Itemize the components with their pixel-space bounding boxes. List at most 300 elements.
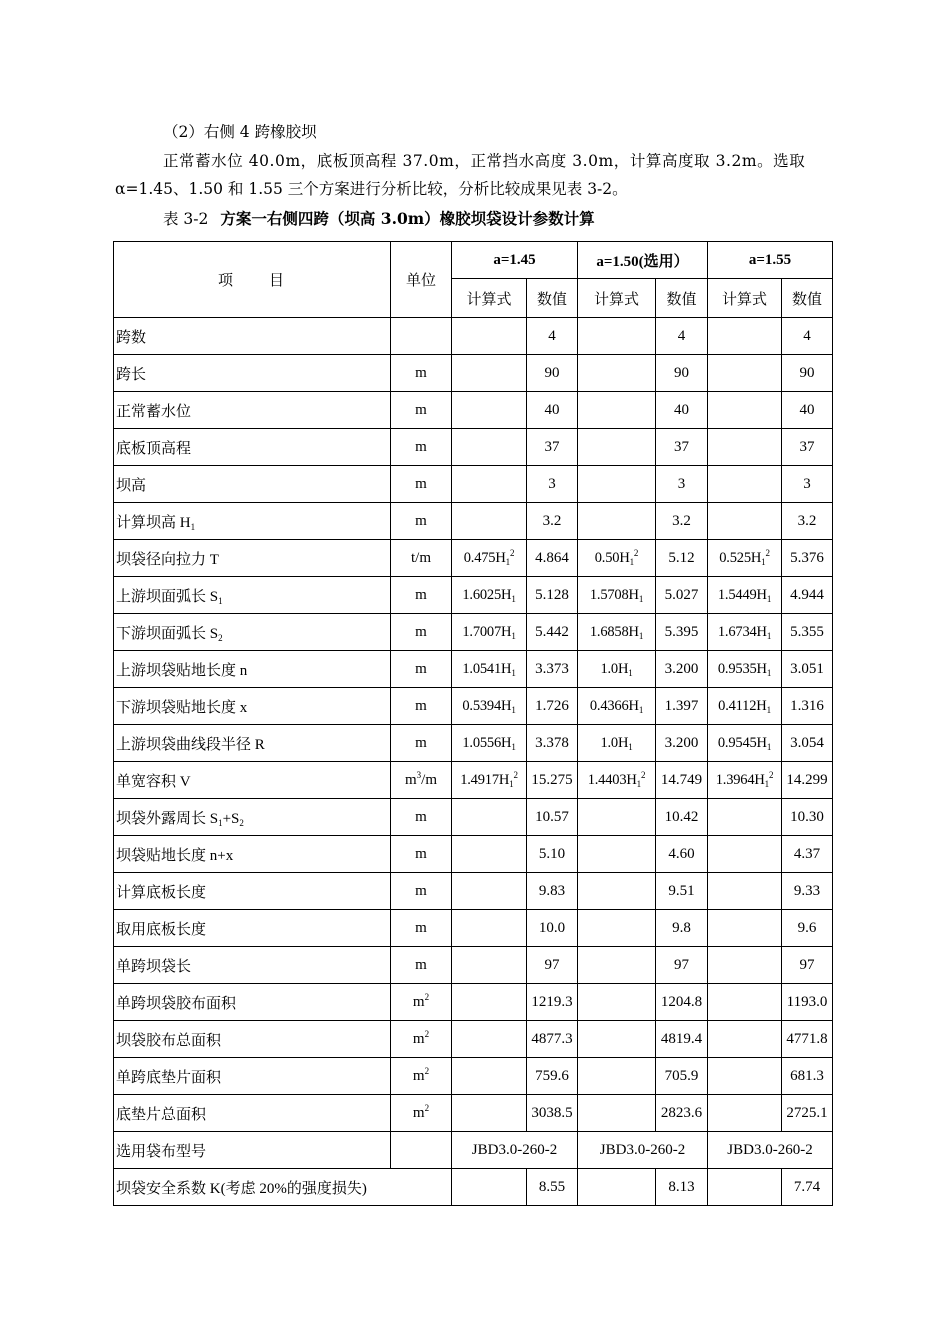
cell-value: 4819.4 xyxy=(656,1021,708,1058)
cell-value: 9.8 xyxy=(656,910,708,947)
cell-formula xyxy=(452,725,527,762)
cell-fabric-type: JBD3.0-260-2 xyxy=(578,1132,708,1169)
cell-formula xyxy=(578,910,656,947)
cell-subscript: 1 xyxy=(638,630,644,641)
header-item: 项 目 xyxy=(114,242,391,318)
cell-subscript: 1 xyxy=(766,704,771,715)
cell-formula xyxy=(452,947,527,984)
cell-formula xyxy=(452,503,527,540)
cell-value: 9.33 xyxy=(782,873,833,910)
cell-superscript: 2 xyxy=(765,547,770,558)
cell-value: 5.395 xyxy=(656,614,708,651)
cell-value: 5.12 xyxy=(656,540,708,577)
table-row-safety-factor xyxy=(114,1169,833,1206)
cell-formula xyxy=(452,984,527,1021)
cell-item xyxy=(114,355,391,392)
cell-value: 90 xyxy=(527,355,578,392)
cell-value: 1.397 xyxy=(656,688,708,725)
cell-formula xyxy=(708,466,782,503)
cell-subscript: 1 xyxy=(629,556,634,567)
cell-superscript: 2 xyxy=(424,991,430,1002)
cell-text: m xyxy=(412,1067,425,1084)
cell-item xyxy=(114,947,391,984)
cell-subscript: 1 xyxy=(638,704,644,715)
cell-formula xyxy=(578,688,656,725)
cell-formula xyxy=(708,540,782,577)
cell-text: m xyxy=(415,364,427,381)
cell-text: 单跨坝袋长 xyxy=(116,958,192,975)
cell-item xyxy=(114,392,391,429)
cell-item xyxy=(114,762,391,799)
cell-formula xyxy=(708,651,782,688)
cell-item xyxy=(114,1095,391,1132)
cell-formula xyxy=(708,1169,782,1206)
cell-formula xyxy=(578,355,656,392)
cell-formula xyxy=(708,725,782,762)
cell-value: 3 xyxy=(527,466,578,503)
cell-formula xyxy=(452,540,527,577)
cell-text: 1.0541H xyxy=(462,660,512,677)
cell-item xyxy=(114,651,391,688)
cell-value: 37 xyxy=(656,429,708,466)
cell-formula xyxy=(452,577,527,614)
cell-unit xyxy=(391,1021,452,1058)
cell-formula xyxy=(708,873,782,910)
cell-superscript: 2 xyxy=(509,547,515,558)
cell-item xyxy=(114,503,391,540)
cell-text: 下游坝袋贴地长度 x xyxy=(116,699,248,716)
cell-item xyxy=(114,725,391,762)
cell-formula xyxy=(452,1021,527,1058)
cell-value: 8.13 xyxy=(656,1169,708,1206)
cell-value: 2725.1 xyxy=(782,1095,833,1132)
table-body xyxy=(114,318,833,1206)
cell-unit xyxy=(391,577,452,614)
cell-formula xyxy=(578,947,656,984)
cell-text: m xyxy=(415,919,427,936)
cell-text: 1.4917H xyxy=(460,771,510,788)
table-row xyxy=(114,836,833,873)
table-row xyxy=(114,651,833,688)
cell-subscript: 1 xyxy=(218,595,223,606)
cell-text: 上游坝袋贴地长度 n xyxy=(116,662,248,679)
cell-formula xyxy=(578,836,656,873)
cell-value: 90 xyxy=(782,355,833,392)
cell-formula xyxy=(708,984,782,1021)
cell-unit xyxy=(391,540,452,577)
cell-formula xyxy=(708,1095,782,1132)
cell-text: m xyxy=(412,993,425,1010)
cell-formula xyxy=(578,614,656,651)
cell-value: 10.30 xyxy=(782,799,833,836)
cell-superscript: 2 xyxy=(424,1102,430,1113)
cell-unit xyxy=(391,1132,452,1169)
cell-subscript: 1 xyxy=(511,630,516,641)
cell-value: 1.316 xyxy=(782,688,833,725)
cell-value: 10.0 xyxy=(527,910,578,947)
table-header-row xyxy=(114,242,833,279)
cell-formula xyxy=(578,503,656,540)
cell-text: m xyxy=(404,771,417,788)
cell-formula xyxy=(708,614,782,651)
section-heading: （2）右侧 4 跨橡胶坝 xyxy=(163,123,317,141)
cell-text: 1.6734H xyxy=(717,623,767,640)
cell-superscript: 2 xyxy=(633,547,639,558)
cell-item xyxy=(114,799,391,836)
cell-unit xyxy=(391,355,452,392)
cell-value: 1204.8 xyxy=(656,984,708,1021)
cell-text: 0.9545H xyxy=(717,734,767,751)
paragraph-line-1: 正常蓄水位 40.0m，底板顶高程 37.0m，正常挡水高度 3.0m，计算高度取 3.2m。选取 xyxy=(163,152,806,170)
cell-text: 计算坝高 H xyxy=(116,514,191,531)
cell-subscript: 1 xyxy=(766,630,772,641)
cell-formula xyxy=(578,651,656,688)
cell-fabric-type: JBD3.0-260-2 xyxy=(708,1132,833,1169)
cell-text: m xyxy=(415,586,427,603)
cell-unit xyxy=(391,725,452,762)
cell-formula xyxy=(578,1058,656,1095)
paragraph-line-2: α=1.45、1.50 和 1.55 三个方案进行分析比较，分析比较成果见表 3-2。 xyxy=(115,180,628,198)
cell-item xyxy=(114,688,391,725)
table-row xyxy=(114,1021,833,1058)
cell-unit xyxy=(391,1095,452,1132)
cell-value: 4771.8 xyxy=(782,1021,833,1058)
cell-unit xyxy=(391,614,452,651)
cell-text: 正常蓄水位 xyxy=(116,403,192,420)
cell-formula xyxy=(452,392,527,429)
cell-subscript: 1 xyxy=(511,704,516,715)
cell-text: m xyxy=(415,956,427,973)
table-row xyxy=(114,799,833,836)
cell-value: 3 xyxy=(656,466,708,503)
table-row xyxy=(114,540,833,577)
cell-text: m xyxy=(415,808,427,825)
cell-subscript: 1 xyxy=(190,521,196,532)
cell-text: 1.7007H xyxy=(462,623,512,640)
cell-text: 坝高 xyxy=(116,477,147,494)
table-row xyxy=(114,577,833,614)
cell-formula xyxy=(708,1058,782,1095)
cell-text: 单跨坝袋胶布面积 xyxy=(116,995,237,1012)
cell-unit xyxy=(391,910,452,947)
table-row xyxy=(114,503,833,540)
cell-text: 单跨底垫片面积 xyxy=(116,1069,222,1086)
cell-item xyxy=(114,577,391,614)
cell-unit xyxy=(391,984,452,1021)
cell-item xyxy=(114,1021,391,1058)
cell-value: 8.55 xyxy=(527,1169,578,1206)
cell-unit xyxy=(391,947,452,984)
cell-value: 705.9 xyxy=(656,1058,708,1095)
cell-value: 3.051 xyxy=(782,651,833,688)
table-row xyxy=(114,725,833,762)
subheader-value: 数值 xyxy=(782,279,833,318)
cell-superscript: 2 xyxy=(424,1065,430,1076)
cell-unit xyxy=(391,466,452,503)
cell-superscript: 2 xyxy=(513,769,518,780)
cell-formula xyxy=(708,947,782,984)
cell-item xyxy=(114,466,391,503)
table-row-fabric-type xyxy=(114,1132,833,1169)
cell-text: m xyxy=(415,697,427,714)
cell-text: m xyxy=(415,438,427,455)
cell-text: 跨长 xyxy=(116,366,147,383)
table-row xyxy=(114,910,833,947)
cell-value: 90 xyxy=(656,355,708,392)
cell-text: 底垫片总面积 xyxy=(116,1106,207,1123)
header-plan-3: a=1.55 xyxy=(708,242,833,279)
cell-item xyxy=(114,910,391,947)
cell-text: m xyxy=(415,882,427,899)
cell-value: 37 xyxy=(782,429,833,466)
table-caption-title: 方案一右侧四跨（坝高 3.0m）橡胶坝袋设计参数计算 xyxy=(220,209,595,228)
cell-formula xyxy=(452,429,527,466)
table-row xyxy=(114,392,833,429)
cell-value: 14.749 xyxy=(656,762,708,799)
table-row xyxy=(114,318,833,355)
cell-formula xyxy=(452,1095,527,1132)
cell-value: 4 xyxy=(527,318,578,355)
cell-subscript: 1 xyxy=(511,593,516,604)
cell-unit xyxy=(391,318,452,355)
cell-text: 1.0556H xyxy=(462,734,512,751)
cell-formula xyxy=(578,466,656,503)
cell-value: 4.37 xyxy=(782,836,833,873)
cell-subscript: 1 xyxy=(511,741,516,752)
cell-value: 10.42 xyxy=(656,799,708,836)
cell-formula xyxy=(708,318,782,355)
cell-subscript: 2 xyxy=(218,632,223,643)
cell-text: 上游坝面弧长 S xyxy=(116,588,219,605)
table-row xyxy=(114,355,833,392)
cell-value: 15.275 xyxy=(527,762,578,799)
cell-text: m xyxy=(415,512,427,529)
cell-formula xyxy=(452,799,527,836)
cell-text: t/m xyxy=(410,549,431,566)
cell-text: 0.525H xyxy=(719,549,762,566)
cell-text: m xyxy=(415,401,427,418)
cell-value: 97 xyxy=(656,947,708,984)
cell-text: m xyxy=(415,845,427,862)
cell-text: 0.9535H xyxy=(717,660,767,677)
cell-unit xyxy=(391,873,452,910)
cell-value: 3.373 xyxy=(527,651,578,688)
cell-item: 选用袋布型号 xyxy=(114,1132,391,1169)
cell-text: 1.6858H xyxy=(589,623,639,640)
cell-subscript: 1 xyxy=(766,741,772,752)
cell-formula xyxy=(452,1058,527,1095)
cell-value: 5.355 xyxy=(782,614,833,651)
cell-text-tail: +S xyxy=(222,810,240,827)
cell-value: 681.3 xyxy=(782,1058,833,1095)
cell-formula xyxy=(452,614,527,651)
cell-superscript: 2 xyxy=(640,769,646,780)
cell-text: 单宽容积 V xyxy=(116,773,191,790)
cell-subscript: 1 xyxy=(636,778,641,789)
subheader-formula: 计算式 xyxy=(708,279,782,318)
subheader-formula: 计算式 xyxy=(452,279,527,318)
table-row xyxy=(114,762,833,799)
cell-formula xyxy=(708,429,782,466)
cell-value: 5.128 xyxy=(527,577,578,614)
cell-text: 跨数 xyxy=(116,329,147,346)
cell-value: 4 xyxy=(782,318,833,355)
cell-item: 坝袋安全系数 K(考虑 20%的强度损失) xyxy=(114,1169,452,1206)
cell-value: 3.2 xyxy=(782,503,833,540)
cell-value: 97 xyxy=(527,947,578,984)
cell-formula xyxy=(708,688,782,725)
subheader-formula: 计算式 xyxy=(578,279,656,318)
cell-text-tail: /m xyxy=(421,771,437,788)
cell-value: 4877.3 xyxy=(527,1021,578,1058)
cell-text: 0.5394H xyxy=(462,697,512,714)
cell-value: 5.442 xyxy=(527,614,578,651)
cell-unit xyxy=(391,762,452,799)
cell-fabric-type: JBD3.0-260-2 xyxy=(452,1132,578,1169)
cell-value: 759.6 xyxy=(527,1058,578,1095)
cell-unit xyxy=(391,392,452,429)
cell-value: 9.6 xyxy=(782,910,833,947)
cell-value: 5.376 xyxy=(782,540,833,577)
cell-unit xyxy=(391,799,452,836)
cell-value: 9.83 xyxy=(527,873,578,910)
cell-formula xyxy=(578,799,656,836)
cell-text: 1.0H xyxy=(600,660,629,677)
parameter-table xyxy=(113,241,833,1206)
cell-formula xyxy=(452,466,527,503)
cell-unit xyxy=(391,503,452,540)
cell-formula xyxy=(578,1095,656,1132)
header-plan-2: a=1.50(选用） xyxy=(578,242,708,279)
cell-text: 计算底板长度 xyxy=(116,884,207,901)
table-caption xyxy=(163,209,595,229)
cell-text: m xyxy=(415,475,427,492)
cell-text: 坝袋径向拉力 T xyxy=(116,551,219,568)
cell-formula xyxy=(708,799,782,836)
cell-text: 0.4366H xyxy=(589,697,639,714)
cell-text: 底板顶高程 xyxy=(116,440,192,457)
cell-value: 3 xyxy=(782,466,833,503)
table-row xyxy=(114,466,833,503)
cell-formula xyxy=(578,984,656,1021)
cell-text: m xyxy=(415,623,427,640)
cell-value: 97 xyxy=(782,947,833,984)
cell-item xyxy=(114,540,391,577)
cell-formula xyxy=(578,429,656,466)
cell-value: 9.51 xyxy=(656,873,708,910)
cell-text: 下游坝面弧长 S xyxy=(116,625,219,642)
cell-text: 1.3964H xyxy=(715,771,765,788)
cell-subscript: 1 xyxy=(764,778,769,789)
cell-value: 4.944 xyxy=(782,577,833,614)
cell-formula xyxy=(578,762,656,799)
table-row xyxy=(114,1058,833,1095)
cell-formula xyxy=(578,540,656,577)
header-plan-1: a=1.45 xyxy=(452,242,578,279)
cell-text: m xyxy=(412,1104,425,1121)
cell-value: 4.864 xyxy=(527,540,578,577)
cell-formula xyxy=(578,318,656,355)
cell-unit xyxy=(391,836,452,873)
cell-value: 3.200 xyxy=(656,651,708,688)
table-row xyxy=(114,614,833,651)
cell-value: 7.74 xyxy=(782,1169,833,1206)
cell-text: 坝袋外露周长 S xyxy=(116,810,219,827)
cell-text: 1.5708H xyxy=(589,586,639,603)
cell-value: 40 xyxy=(527,392,578,429)
cell-subscript: 1 xyxy=(766,593,772,604)
cell-item xyxy=(114,836,391,873)
table-row xyxy=(114,688,833,725)
cell-formula xyxy=(452,318,527,355)
cell-value: 3.2 xyxy=(527,503,578,540)
cell-value: 2823.6 xyxy=(656,1095,708,1132)
cell-formula xyxy=(452,651,527,688)
cell-text: 0.50H xyxy=(594,549,630,566)
cell-formula xyxy=(452,910,527,947)
cell-item xyxy=(114,1058,391,1095)
table-row xyxy=(114,873,833,910)
cell-superscript: 2 xyxy=(424,1028,430,1039)
cell-text: 0.475H xyxy=(463,549,506,566)
cell-formula xyxy=(708,355,782,392)
cell-formula xyxy=(708,392,782,429)
cell-formula xyxy=(452,836,527,873)
cell-unit xyxy=(391,429,452,466)
cell-value: 1219.3 xyxy=(527,984,578,1021)
table-row xyxy=(114,429,833,466)
cell-formula xyxy=(452,688,527,725)
cell-subscript: 1 xyxy=(511,667,516,678)
cell-value: 1193.0 xyxy=(782,984,833,1021)
cell-unit xyxy=(391,651,452,688)
cell-text: 1.6025H xyxy=(462,586,512,603)
cell-unit xyxy=(391,688,452,725)
cell-formula xyxy=(452,873,527,910)
cell-unit xyxy=(391,1058,452,1095)
cell-formula xyxy=(452,1169,527,1206)
cell-superscript: 3 xyxy=(416,769,422,780)
subheader-value: 数值 xyxy=(656,279,708,318)
cell-text: 坝袋贴地长度 n+x xyxy=(116,847,234,864)
cell-value: 40 xyxy=(656,392,708,429)
cell-text: 取用底板长度 xyxy=(116,921,207,938)
cell-item xyxy=(114,318,391,355)
cell-formula xyxy=(578,1169,656,1206)
cell-value: 3038.5 xyxy=(527,1095,578,1132)
header-unit: 单位 xyxy=(391,242,452,318)
cell-formula xyxy=(452,762,527,799)
cell-item xyxy=(114,984,391,1021)
cell-text: m xyxy=(412,1030,425,1047)
subheader-value: 数值 xyxy=(527,279,578,318)
cell-subscript: 1 xyxy=(761,556,766,567)
table-row xyxy=(114,947,833,984)
cell-subscript: 1 xyxy=(218,817,223,828)
cell-formula xyxy=(578,1021,656,1058)
cell-text: 上游坝袋曲线段半径 R xyxy=(116,736,265,753)
cell-formula xyxy=(708,836,782,873)
cell-formula xyxy=(708,910,782,947)
cell-subscript: 1 xyxy=(638,593,644,604)
cell-subscript: 1 xyxy=(766,667,772,678)
cell-formula xyxy=(708,577,782,614)
cell-value: 40 xyxy=(782,392,833,429)
cell-subscript: 2 xyxy=(239,817,244,828)
cell-value: 3.2 xyxy=(656,503,708,540)
cell-text: 1.5449H xyxy=(717,586,767,603)
cell-formula xyxy=(578,873,656,910)
